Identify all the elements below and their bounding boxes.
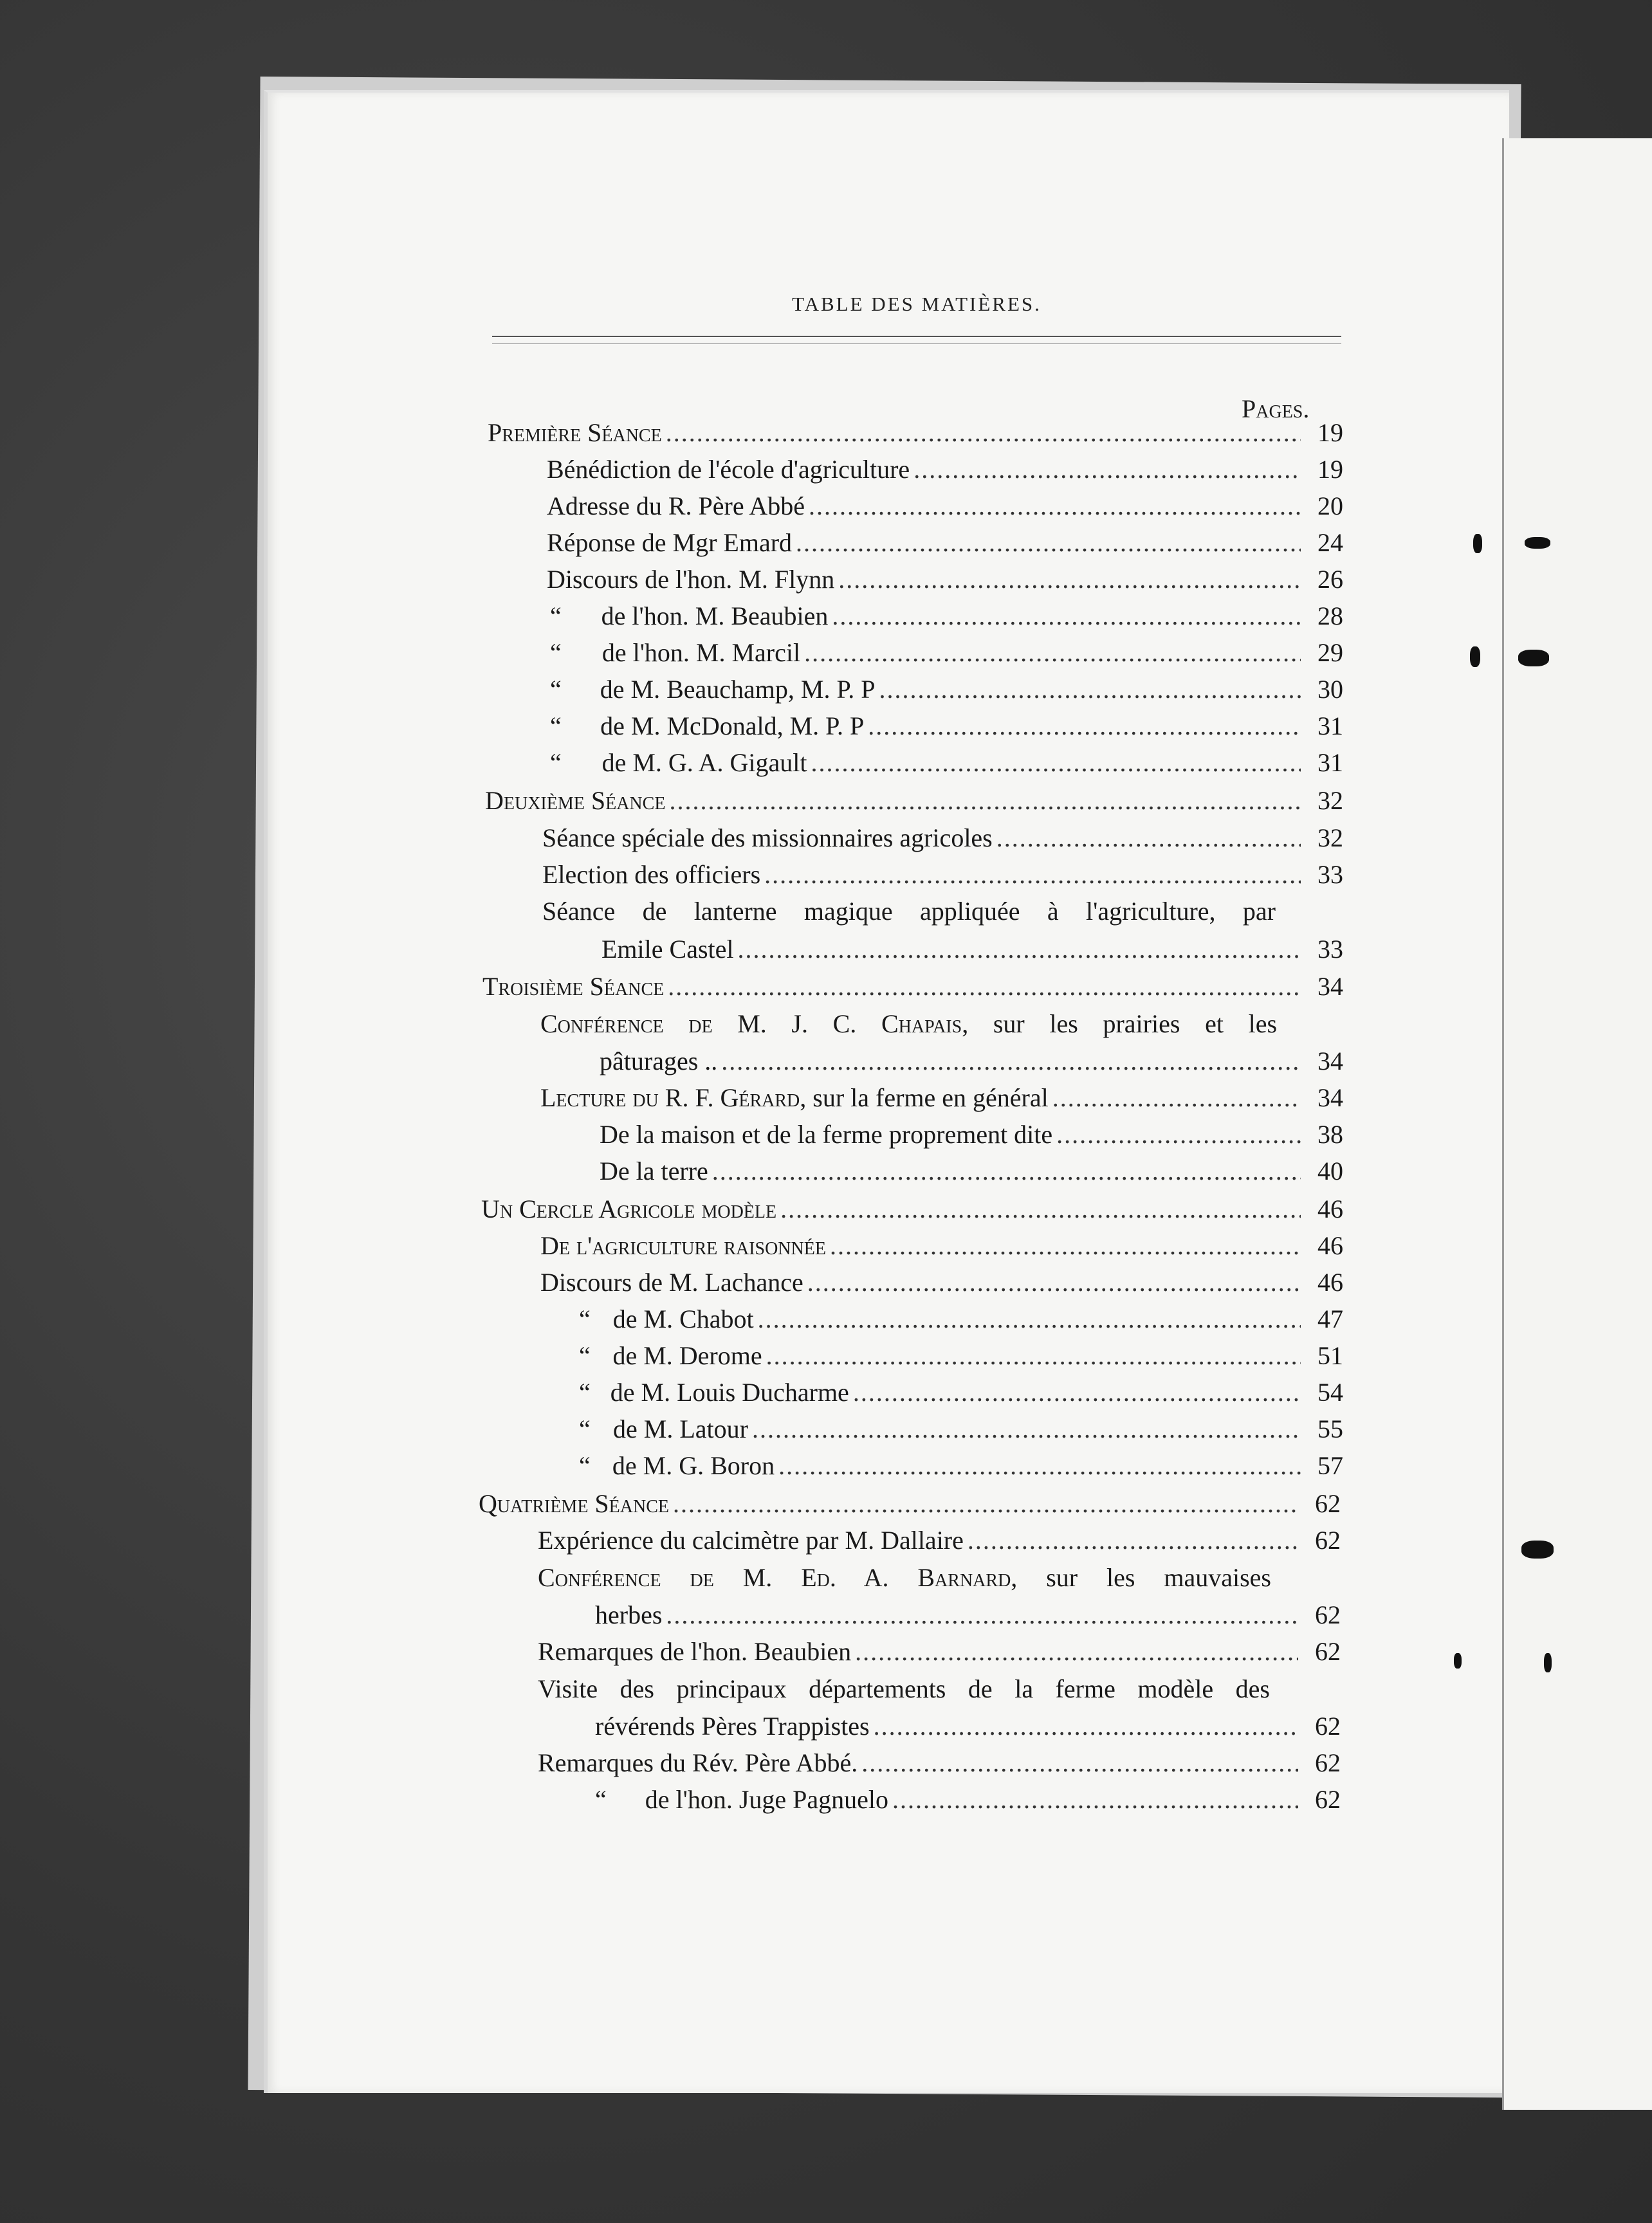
toc-entry — [538, 1637, 1341, 1667]
scan-speck — [1473, 534, 1482, 553]
toc-entry — [488, 418, 1343, 448]
toc-entry-title: Expérience du calcimètre par M. Dallaire — [538, 1526, 964, 1555]
toc-entry — [481, 1194, 1343, 1224]
toc-entry-continuation: révérends Pères Trappistes — [595, 1712, 870, 1741]
toc-entry — [595, 1785, 1341, 1815]
ditto-mark: “ — [579, 1378, 591, 1407]
toc-entry — [547, 565, 1343, 594]
leader-dots — [861, 1748, 1298, 1778]
toc-entry-title: Séance spéciale des missionnaires agricoles — [542, 823, 993, 852]
toc-entry-title: de M. Beauchamp, M. P. P — [600, 675, 876, 704]
toc-entry-title: de l'hon. M. Beaubien — [601, 601, 829, 630]
toc-entry-title: Remarques de l'hon. Beaubien — [538, 1637, 852, 1666]
toc-entry-page: 19 — [1317, 455, 1343, 484]
lecture-lead: Conférence de M. J. C. Chapais, — [540, 1009, 969, 1038]
toc-entry-title: sur la ferme en général — [812, 1083, 1049, 1112]
leader-dots — [811, 748, 1301, 778]
leader-dots — [780, 1194, 1301, 1224]
toc-entry — [579, 1341, 1343, 1371]
toc-entry-page: 62 — [1315, 1637, 1341, 1666]
toc-entry — [595, 1712, 1341, 1741]
toc-entry-page: 40 — [1317, 1157, 1343, 1185]
toc-entry — [550, 638, 1343, 668]
leader-dots — [855, 1637, 1298, 1667]
toc-entry — [595, 1600, 1341, 1630]
toc-entry-page: 51 — [1317, 1341, 1343, 1370]
toc-entry-page: 46 — [1317, 1268, 1343, 1297]
toc-entry — [547, 455, 1343, 484]
leader-dots — [738, 935, 1301, 964]
leader-dots — [712, 1157, 1301, 1186]
toc-entry-title: Un Cercle Agricole modèle — [481, 1194, 777, 1223]
scan-speck — [1454, 1653, 1462, 1669]
leader-dots — [996, 823, 1301, 853]
leader-dots — [913, 455, 1301, 484]
toc-entry — [579, 1451, 1343, 1481]
ditto-mark: “ — [550, 601, 562, 630]
leader-dots — [874, 1712, 1298, 1741]
toc-entry-page: 62 — [1315, 1526, 1341, 1555]
toc-entry-title: Visite des principaux départements de la ferme modèle des — [538, 1674, 1270, 1703]
leader-dots — [804, 638, 1301, 668]
header-rule — [492, 336, 1341, 337]
lecture-lead: Lecture du R. F. Gérard, — [540, 1083, 807, 1112]
toc-entry-title: Election des officiers — [542, 860, 761, 889]
leader-dots — [892, 1785, 1298, 1815]
leader-dots — [830, 1231, 1301, 1261]
toc-entry-title: De l'agriculture raisonnée — [540, 1231, 826, 1260]
toc-entry-page: 54 — [1317, 1378, 1343, 1407]
toc-entry — [550, 675, 1343, 704]
toc-entry-title: Discours de M. Lachance — [540, 1268, 803, 1297]
scan-speck — [1525, 537, 1550, 549]
toc-entry — [485, 786, 1343, 816]
toc-entry-title: de M. Derome — [612, 1341, 762, 1370]
toc-entry-title: De la terre — [600, 1157, 708, 1185]
toc-entry — [550, 601, 1343, 631]
toc-entry — [542, 823, 1343, 853]
toc-entry — [540, 1268, 1343, 1297]
toc-entry-page: 62 — [1315, 1785, 1341, 1814]
leader-dots — [758, 1304, 1301, 1334]
toc-entry — [600, 1157, 1343, 1186]
toc-entry-title: Première Séance — [488, 418, 662, 447]
toc-entry-continuation: herbes — [595, 1600, 663, 1629]
facing-page-edge — [1502, 138, 1652, 2110]
toc-entry-title: Deuxième Séance — [485, 786, 666, 815]
toc-entry-title: Discours de l'hon. M. Flynn — [547, 565, 835, 594]
toc-entry-page: 62 — [1315, 1712, 1341, 1741]
toc-entry-page: 62 — [1315, 1600, 1341, 1629]
toc-entry-title: de M. McDonald, M. P. P — [600, 711, 865, 740]
toc-entry-page: 57 — [1317, 1451, 1343, 1480]
ditto-mark: “ — [579, 1341, 591, 1370]
toc-entry — [547, 528, 1343, 558]
leader-dots — [809, 491, 1301, 521]
leader-dots — [796, 528, 1301, 558]
toc-entry-title: Troisième Séance — [482, 972, 665, 1001]
toc-entry — [600, 1047, 1343, 1076]
ditto-mark: “ — [595, 1785, 607, 1814]
toc-entry — [550, 748, 1343, 778]
lecture-topic: sur les prairies et les — [993, 1009, 1278, 1038]
lecture-lead: Conférence de M. Ed. A. Barnard, — [538, 1563, 1018, 1592]
leader-dots — [766, 1341, 1301, 1371]
toc-entry-title: de M. Latour — [613, 1414, 748, 1443]
toc-entry-page: 46 — [1317, 1194, 1343, 1223]
leader-dots — [764, 860, 1301, 890]
toc-entry-title — [538, 1563, 1271, 1593]
ditto-mark: “ — [550, 675, 562, 704]
toc-entry — [540, 1083, 1343, 1113]
leader-dots — [879, 675, 1301, 704]
toc-entry — [600, 1120, 1343, 1149]
toc-entry-page: 33 — [1317, 860, 1343, 889]
toc-entry — [540, 1231, 1343, 1261]
toc-entry — [579, 1304, 1343, 1334]
toc-entry-page: 31 — [1317, 748, 1343, 777]
leader-dots — [668, 972, 1301, 1002]
leader-dots — [666, 1600, 1298, 1630]
leader-dots — [752, 1414, 1301, 1444]
toc-entry-page: 20 — [1317, 491, 1343, 520]
toc-entry-title: Adresse du R. Père Abbé — [547, 491, 805, 520]
toc-entry-title: Réponse de Mgr Emard — [547, 528, 793, 557]
toc-entry-title: De la maison et de la ferme proprement dite — [600, 1120, 1053, 1149]
toc-entry-page: 19 — [1317, 418, 1343, 447]
toc-entry — [579, 1378, 1343, 1407]
toc-entry — [538, 1526, 1341, 1555]
toc-entry-title: de M. Chabot — [612, 1304, 754, 1333]
ditto-mark: “ — [579, 1414, 591, 1443]
toc-entry-page: 38 — [1317, 1120, 1343, 1149]
scan-speck — [1544, 1653, 1552, 1672]
toc-entry-page: 46 — [1317, 1231, 1343, 1260]
toc-entry-title: de l'hon. M. Marcil — [601, 638, 801, 667]
leader-dots — [666, 418, 1301, 448]
toc-entry-title: Séance de lanterne magique appliquée à l'agriculture, par — [542, 897, 1276, 926]
toc-entry-continuation: Emile Castel — [601, 935, 734, 964]
ditto-mark: “ — [550, 638, 562, 667]
ditto-mark: “ — [550, 748, 562, 777]
toc-entry-continuation: pâturages .. — [600, 1047, 718, 1075]
leader-dots — [832, 601, 1301, 631]
toc-entry-title: Quatrième Séance — [479, 1489, 670, 1518]
toc-entry-page: 33 — [1317, 935, 1343, 964]
toc-entry-title: de M. G. Boron — [612, 1451, 775, 1480]
scan-speck — [1521, 1541, 1554, 1559]
ditto-mark: “ — [579, 1304, 591, 1333]
leader-dots — [1056, 1120, 1301, 1149]
leader-dots — [868, 711, 1301, 741]
leader-dots — [721, 1047, 1301, 1076]
header-rule — [492, 343, 1341, 344]
toc-entry-page: 30 — [1317, 675, 1343, 704]
toc-entry-page: 34 — [1317, 1083, 1343, 1112]
scan-speck — [1470, 646, 1480, 667]
toc-entry-title: de l'hon. Juge Pagnuelo — [645, 1785, 889, 1814]
toc-entry — [542, 860, 1343, 890]
lecture-topic: sur les mauvaises — [1046, 1563, 1271, 1592]
toc-entry — [479, 1489, 1341, 1519]
toc-entry — [550, 711, 1343, 741]
ditto-mark: “ — [550, 711, 562, 740]
toc-entry — [547, 491, 1343, 521]
toc-entry-title: de M. G. A. Gigault — [601, 748, 807, 777]
toc-entry-page: 28 — [1317, 601, 1343, 630]
toc-entry-title: Bénédiction de l'école d'agriculture — [547, 455, 910, 484]
toc-entry-page: 47 — [1317, 1304, 1343, 1333]
ditto-mark: “ — [579, 1451, 591, 1480]
pages-column-header: Pages. — [1242, 394, 1310, 423]
leader-dots — [669, 786, 1301, 816]
toc-entry — [482, 972, 1343, 1002]
toc-entry-page: 29 — [1317, 638, 1343, 667]
scan-speck — [1518, 650, 1549, 666]
toc-entry — [601, 935, 1343, 964]
toc-entry-page: 55 — [1317, 1414, 1343, 1443]
leader-dots — [673, 1489, 1298, 1519]
toc-entry-page: 24 — [1317, 528, 1343, 557]
leader-dots — [1052, 1083, 1301, 1113]
toc-entry-title: Remarques du Rév. Père Abbé. — [538, 1748, 858, 1777]
leader-dots — [853, 1378, 1301, 1407]
toc-entry-page: 34 — [1317, 972, 1343, 1001]
leader-dots — [807, 1268, 1301, 1297]
toc-entry-page: 62 — [1315, 1489, 1341, 1518]
toc-entry-page: 34 — [1317, 1047, 1343, 1075]
toc-entry-page: 32 — [1317, 823, 1343, 852]
toc-entry — [538, 1748, 1341, 1778]
toc-entry-title: de M. Louis Ducharme — [610, 1378, 849, 1407]
leader-dots — [838, 565, 1301, 594]
toc-entry-page: 62 — [1315, 1748, 1341, 1777]
leader-dots — [778, 1451, 1301, 1481]
toc-entry-page: 32 — [1317, 786, 1343, 815]
toc-entry-title — [540, 1009, 1277, 1039]
toc-entry-page: 26 — [1317, 565, 1343, 594]
toc-entry — [579, 1414, 1343, 1444]
page-title: TABLE DES MATIÈRES. — [792, 293, 1042, 315]
leader-dots — [968, 1526, 1298, 1555]
toc-entry-page: 31 — [1317, 711, 1343, 740]
